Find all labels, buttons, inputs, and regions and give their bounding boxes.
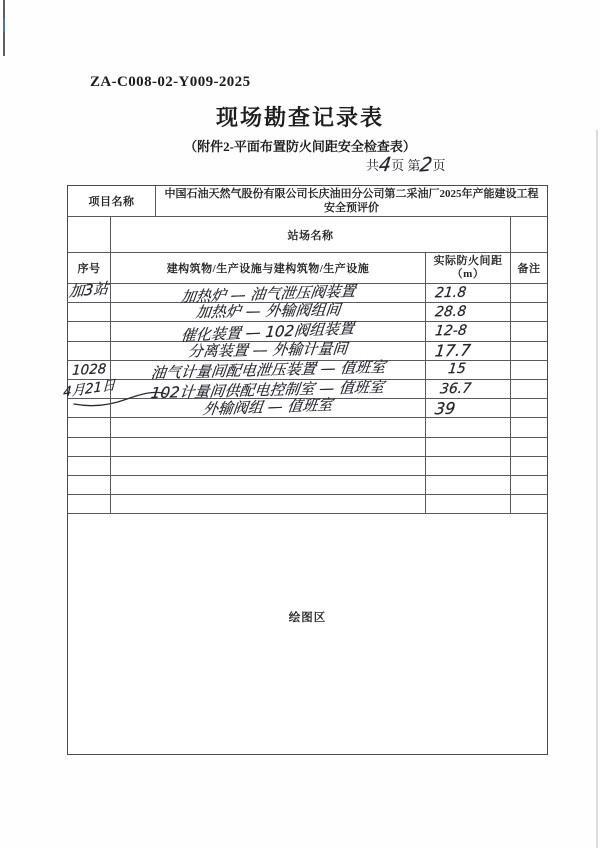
page-number-handwritten: 2 — [418, 153, 435, 177]
table-header-row — [68, 253, 547, 284]
page-count-prefix: 共 — [366, 158, 380, 173]
project-name-label: 项目名称 — [68, 186, 156, 216]
seq-handwriting: 加3站 — [68, 278, 110, 301]
page-count-ye1: 页 — [391, 158, 405, 173]
desc-handwriting: 102计量间供配电控制室 — 值班室 — [150, 377, 386, 402]
table-row — [68, 395, 547, 419]
project-name-value: 中国石油天然气股份有限公司长庆油田分公司第二采油厂2025年产能建设工程安全预评价 — [164, 188, 539, 214]
distance-handwriting: 39 — [433, 398, 457, 419]
survey-form-table — [62, 185, 548, 755]
desc-handwriting: 油气计量间配电泄压装置 — 值班室 — [149, 358, 387, 383]
project-name-row — [68, 186, 547, 217]
scan-edge-artifact-blue — [3, 19, 5, 32]
distance-handwriting: 15 — [447, 361, 467, 378]
header-note: 备注 — [517, 263, 541, 275]
desc-handwriting: 加热炉 — 外输阀组间 — [194, 300, 342, 322]
drawing-area — [68, 514, 547, 754]
header-seq: 序号 — [68, 253, 111, 283]
distance-handwriting: 36.7 — [439, 380, 473, 397]
table-row — [68, 438, 547, 457]
desc-handwriting: 催化装置 — 102阀组装置 — [180, 319, 356, 345]
station-name-row — [68, 217, 547, 253]
desc-handwriting: 加热炉 — 油气泄压阀装置 — [179, 281, 357, 306]
station-row-empty-right — [511, 217, 547, 252]
page-count-ye2: 页 — [432, 158, 446, 173]
drawing-area-label: 绘图区 — [288, 612, 327, 625]
desc-handwriting: 分离装置 — 外输计量间 — [187, 339, 349, 361]
table-row — [68, 476, 547, 495]
page-total-handwritten: 4 — [377, 153, 393, 177]
page-count — [366, 153, 446, 175]
station-name-label: 站场名称 — [111, 217, 511, 252]
station-row-empty-left — [68, 217, 111, 252]
header-desc: 建构筑物/生产设施与建构筑物/生产设施 — [111, 253, 426, 283]
page-subtitle: （附件2-平面布置防火间距安全检查表） — [184, 139, 416, 154]
page-title: 现场勘查记录表 — [215, 105, 384, 130]
distance-handwriting: 12-8 — [434, 322, 468, 340]
doc-code: ZA-C008-02-Y009-2025 — [90, 74, 251, 90]
seq-handwriting: 4月21日 — [62, 377, 116, 401]
table-row — [68, 457, 547, 476]
page-count-di: 第 — [407, 158, 421, 173]
table-row — [68, 495, 547, 514]
table-row — [68, 418, 547, 437]
seq-handwriting: 1028 — [71, 360, 107, 379]
desc-handwriting: 外输阀组 — 值班室 — [202, 395, 334, 419]
header-distance: 实际防火间距（m） — [426, 253, 511, 283]
distance-handwriting: 17.7 — [433, 340, 472, 361]
scan-edge-artifact-right — [596, 130, 598, 848]
distance-handwriting: 21.8 — [434, 284, 468, 302]
distance-handwriting: 28.8 — [434, 303, 468, 321]
